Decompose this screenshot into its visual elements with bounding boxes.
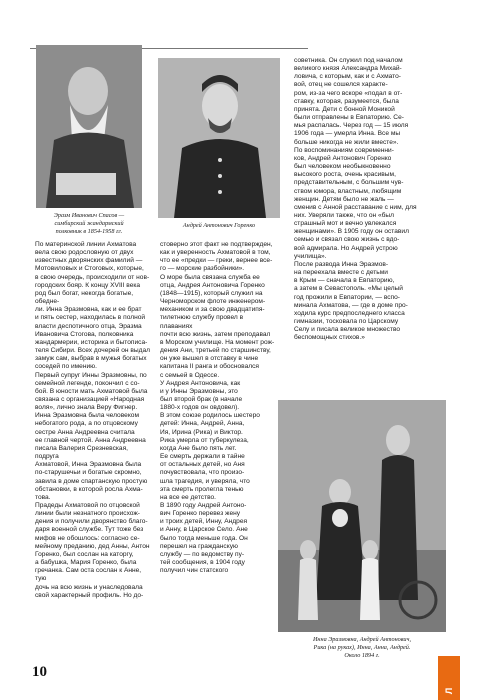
text-line: он уже вышел в отставку в чине xyxy=(160,355,259,363)
text-line: свой характерный профиль. Но до- xyxy=(35,591,144,599)
caption-family-line3: Около 1894 г. xyxy=(344,652,380,659)
text-column-left xyxy=(35,241,150,600)
text-line: городских бояр. К концу XVIII века xyxy=(35,281,141,289)
text-line: детей: Инна, Андрей, Анна, xyxy=(160,420,245,428)
text-line: и троих детей, Инну, Андрея xyxy=(160,518,248,526)
caption-gorenko-line1: Андрей Антонович Горенко xyxy=(182,222,256,229)
text-line: го — морские разбойники». xyxy=(160,265,245,273)
text-line: Первый супруг Инны Эразмовны, по xyxy=(35,371,147,379)
family-group-photo-icon xyxy=(278,400,446,632)
text-line: как и уверенность Ахматовой в том, xyxy=(160,249,271,257)
text-line: от остальных детей, но Аня xyxy=(160,461,245,469)
text-line: мья распалась. Через год — 15 июля xyxy=(294,122,409,130)
portrait-elderly-bearded-man-icon xyxy=(36,45,142,208)
text-line: ром, из-за чего вскоре «подал в от- xyxy=(294,89,403,97)
text-line: тилетнюю службу провел в плаваниях xyxy=(160,314,244,330)
photo-spasov xyxy=(36,45,142,208)
text-line: великого князя Александра Михай- xyxy=(294,65,402,73)
text-column-right xyxy=(294,57,444,342)
text-line: линии были незнатного происхож- xyxy=(35,510,140,518)
text-line: (1848—1915), который служил на xyxy=(160,289,263,297)
text-line: по-старушечьи и богатые скромно, xyxy=(35,469,142,477)
text-line: службу — по ведомству пу- xyxy=(160,550,245,558)
text-line: и у Инны Эразмовны, это xyxy=(160,387,238,395)
text-line: с семьей в Одессе. xyxy=(160,371,220,379)
text-line: 1880-х годов он овдовел). xyxy=(160,404,240,412)
text-line: Ия, Ирина (Рика) и Виктор. xyxy=(160,428,243,436)
text-line: в Крым — сначала в Евпаторию, xyxy=(294,277,395,285)
text-line: известных дворянских фамилий — xyxy=(35,257,143,265)
text-line: дочь на всю жизнь и унаследовала xyxy=(35,583,143,591)
text-line: и пять сестер, находилась в полной xyxy=(35,314,146,322)
text-line: что ее «предки — греки, вернее все- xyxy=(160,257,273,265)
text-line: По материнской линии Ахматова xyxy=(35,241,137,248)
text-line: них. Уверяли также, что он «был xyxy=(294,211,395,219)
text-line: У Андрея Антоновича, как xyxy=(160,379,241,387)
text-line: женщин. Детям было не жаль — xyxy=(294,195,394,203)
text-line: обстановки, в которой росла Ахма- xyxy=(35,485,143,493)
text-line: высокого роста, очень красивым, xyxy=(294,171,396,179)
text-line: страшный мот и вечно увлекался xyxy=(294,220,397,228)
text-line: беспомощных стихов.» xyxy=(294,334,365,342)
caption-spasov xyxy=(30,212,148,236)
text-line: почти всю жизнь, затем преподавал xyxy=(160,330,271,338)
text-line: В этом союзе родилось шестеро xyxy=(160,412,260,420)
photo-family xyxy=(278,400,446,632)
text-line: В 1890 году Андрей Антоно- xyxy=(160,502,247,509)
text-line: Прадеды Ахматовой по отцовской xyxy=(35,502,140,509)
text-line: стоверно этот факт не подтвержден, xyxy=(160,241,273,248)
text-line: семью и связал свою жизнь с вдо- xyxy=(294,236,400,244)
text-line: женщинами». В 1905 году он оставил xyxy=(294,228,409,236)
text-line: ков, Андрей Антонович Горенко xyxy=(294,154,392,162)
caption-family-line2: Рика (на руках), Инна, Анна, Андрей. xyxy=(313,644,411,651)
text-line: год прожили в Евпатории, — вспо- xyxy=(294,293,400,301)
text-line: това. xyxy=(35,493,51,501)
caption-spasov-line1: Эразм Иванович Спасов — xyxy=(53,212,125,219)
text-line: власти деспотичного отца, Эразма xyxy=(35,322,142,330)
text-line: вой адмирала. Но Андрей устрою xyxy=(294,244,398,252)
text-line: соседей по имению. xyxy=(35,363,97,371)
text-line: После развода Инна Эразмов- xyxy=(294,260,389,268)
text-line: Горенко, был сослан на каторгу, xyxy=(35,550,134,558)
text-line: небогатого рода, а по отцовскому xyxy=(35,420,138,428)
text-line: тей сообщения, в 1904 году xyxy=(160,559,245,567)
text-line: сменив с Анной расставание с ним, для xyxy=(294,203,417,211)
text-line: ловича, с которым, как и с Ахмато- xyxy=(294,73,401,81)
text-line: теля Сибири. Всех дочерей он выдал xyxy=(35,347,150,355)
text-line: в свою очередь, происходили от нов- xyxy=(35,273,150,281)
text-line: гимназии, тосковала по Царскому xyxy=(294,318,399,325)
caption-family xyxy=(276,636,448,660)
caption-spasov-line3: полковник в 1854-1958 гг. xyxy=(55,228,123,235)
text-line: мейному преданию, дед Анны, Антон xyxy=(35,542,150,550)
text-line: ходила курс предпоследнего класса xyxy=(294,309,405,317)
caption-spasov-line2: симбирский жандармский xyxy=(54,220,124,227)
text-line: было тогда меньше года. Он xyxy=(160,534,248,542)
text-line: советника. Он служил под началом xyxy=(294,57,403,64)
text-line: бой. В юности мать Ахматовой была xyxy=(35,387,148,395)
text-line: когда Ане было пять лет. xyxy=(160,444,237,452)
text-line: Черноморском флоте инженером- xyxy=(160,298,266,306)
text-line: вич Горенко перевез жену xyxy=(160,510,241,518)
text-line: перешел на гражданскую xyxy=(160,542,238,550)
text-line: вой, отец не сошелся характе- xyxy=(294,81,388,89)
side-tab-letter: Л xyxy=(444,687,454,695)
caption-family-line1: Инна Эразмовна, Андрей Антонович, xyxy=(312,636,412,643)
text-line: Рика умерла от туберкулеза, xyxy=(160,436,249,444)
text-line: 1906 года — умерла Инна. Все мы xyxy=(294,130,401,138)
text-line: на все ее детство. xyxy=(160,493,217,501)
text-line: гречанка. Сам оста сослан к Анне, тую xyxy=(35,567,142,583)
text-line: а бабушка, Мария Горенко, была xyxy=(35,559,137,567)
text-line: представительным, с большим чув- xyxy=(294,179,404,187)
text-line: был второй брак (в начале xyxy=(160,395,243,403)
text-line: почувствовала, что произо- xyxy=(160,469,245,477)
text-line: механиком и за свою двадцатипя- xyxy=(160,306,265,314)
photo-gorenko xyxy=(158,58,280,218)
page-number: 10 xyxy=(32,664,47,680)
text-line: Селу и писала великое множество xyxy=(294,326,401,334)
text-line: были отправлены в Евпаторию. Се- xyxy=(294,114,404,122)
portrait-uniformed-man-icon xyxy=(158,58,280,218)
text-line: завила в доме спартанскую простую xyxy=(35,477,148,485)
text-line: жандармерии, историка и бытописа- xyxy=(35,338,148,346)
text-line: воля», лично знала Веру Фигнер. xyxy=(35,404,138,412)
text-line: училища». xyxy=(294,252,327,260)
text-line: получил чин статского xyxy=(160,567,229,575)
text-line: в Морском училище. На момент рож- xyxy=(160,338,275,346)
text-line: По воспоминаниям современни- xyxy=(294,146,394,154)
text-line: Ахматовой, Инна Эразмовна была xyxy=(35,461,142,469)
text-line: ством юмора, властным, любящим xyxy=(294,187,402,195)
text-line: минала Ахматова, — где в доме про- xyxy=(294,301,408,309)
text-line: Ее смерть держали в тайне xyxy=(160,453,245,461)
text-line: замуж сам, выбрав в мужья богатых xyxy=(35,355,147,363)
text-line: ли. Инна Эразмовна, как и ее брат xyxy=(35,306,142,314)
text-line: дения и получили дворянство благо- xyxy=(35,518,148,526)
text-line: ставку, которая, разумеется, была xyxy=(294,97,399,105)
text-line: капитана II ранга и обосновался xyxy=(160,363,259,371)
text-line: Ивановича Стогова, полковника xyxy=(35,330,134,338)
text-line: род был богат, некогда богатые, обедне- xyxy=(35,289,134,306)
text-line: Мотовиловых и Стоговых, которые, xyxy=(35,265,144,273)
text-line: Инна Эразмовна была человеком xyxy=(35,412,139,420)
text-line: эта смерть пролегла тенью xyxy=(160,485,244,493)
text-line: О море была связана служба ее xyxy=(160,273,260,281)
text-line: отца, Андрея Антоновича Горенко xyxy=(160,281,265,289)
text-line: писала Валерия Срезневская, подруга xyxy=(35,444,129,461)
text-line: ее главной чертой. Анна Андреевна xyxy=(35,436,146,444)
text-column-middle xyxy=(160,241,275,575)
caption-gorenko xyxy=(158,222,280,230)
text-line: связана с организацией «Народная xyxy=(35,395,145,403)
text-line: принята. Дети с бонной Моникой xyxy=(294,105,395,113)
text-line: мифов не обошлось: согласно се- xyxy=(35,534,140,542)
text-line: шла трагедия, и уверяла, что xyxy=(160,477,250,485)
text-line: даря военной службе. Тут тоже без xyxy=(35,526,144,534)
text-line: был человеком необыкновенно xyxy=(294,163,391,171)
text-line: и Анну, в Царское Село. Ане xyxy=(160,526,248,534)
text-line: больше никогда не жили вместе». xyxy=(294,138,399,146)
text-line: сестре Анна Андреевна считала xyxy=(35,428,135,436)
text-line: а затем в Севастополь. «Мы целый xyxy=(294,285,403,293)
text-line: семейной легенде, покончил с со- xyxy=(35,379,140,387)
text-line: дения Ани, третьей по старшинству, xyxy=(160,347,271,355)
text-line: вела свою родословную от двух xyxy=(35,249,134,257)
text-line: на переехала вместе с детьми xyxy=(294,269,388,277)
